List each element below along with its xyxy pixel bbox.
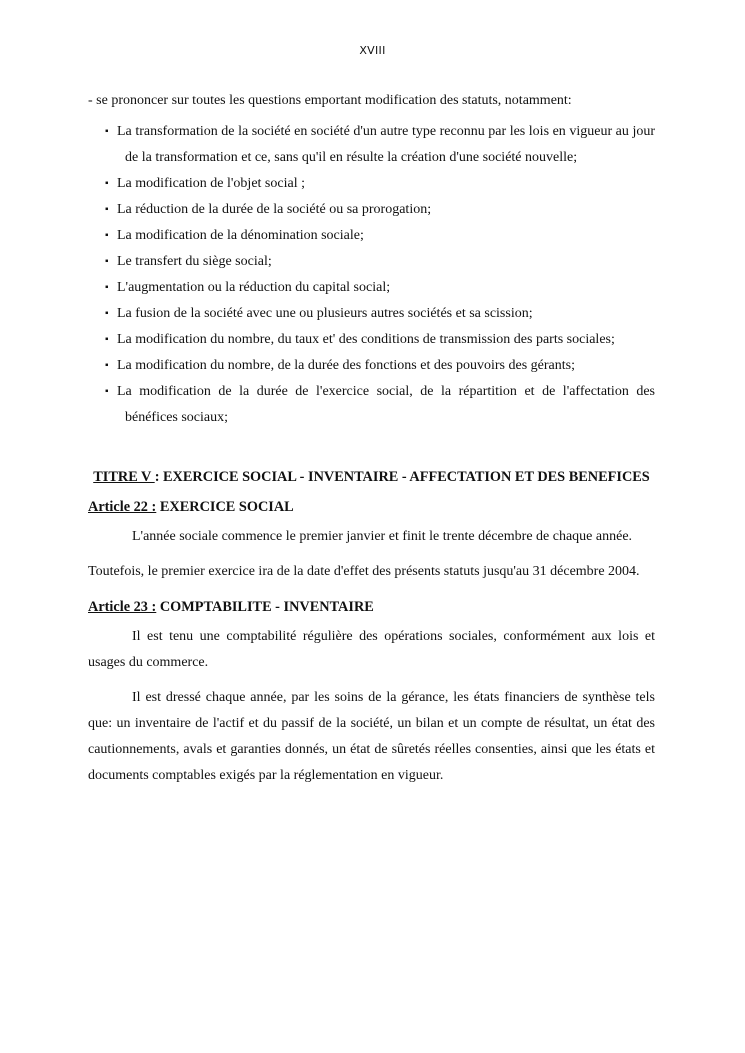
bullet-icon: ▪ [105, 256, 109, 267]
article-22-title: EXERCICE SOCIAL [156, 499, 294, 515]
document-body [88, 88, 655, 789]
bullet-icon: ▪ [105, 360, 109, 371]
article-22-paragraph-2: Toutefois, le premier exercice ira de la date d'effet des présents statuts jusqu'au 31 décembre 2004. [88, 564, 640, 579]
list-item-text: La fusion de la société avec une ou plusieurs autres sociétés et sa scission; [117, 306, 533, 321]
list-item [88, 197, 655, 223]
bullet-icon: ▪ [105, 126, 109, 137]
section-title [88, 467, 655, 487]
list-item-text: La transformation de la société en société d'un autre type reconnu par les lois en vigueur au jour de la transformation et ce, sans qu'il en résulte la création d'une société nouvelle; [117, 124, 655, 165]
article-23-label: Article 23 : [88, 599, 157, 615]
article-22-label: Article 22 : [88, 499, 157, 515]
page-number: XVIII [359, 44, 386, 57]
article-23-paragraph-1: Il est tenu une comptabilité régulière des opérations sociales, conformément aux lois et usages du commerce. [88, 629, 655, 670]
bullet-icon: ▪ [105, 334, 109, 345]
article-23-paragraph-2: Il est dressé chaque année, par les soins de la gérance, les états financiers de synthèse tels que: un inventaire de l'actif et du passif de la société, un bilan et un compte de résultat, un état des cautionnements, avals et garanties donnés, un état de sûretés réelles consenties, ainsi que les états et documents comptables exigés par la réglementation en vigueur. [88, 690, 655, 783]
bullet-icon: ▪ [105, 308, 109, 319]
list-item [88, 275, 655, 301]
bullet-icon: ▪ [105, 230, 109, 241]
list-item [88, 249, 655, 275]
list-item [88, 327, 655, 353]
article-22-heading [88, 494, 655, 520]
article-23-heading [88, 594, 655, 620]
article-22-paragraph-1: L'année sociale commence le premier janvier et finit le trente décembre de chaque année. [132, 529, 633, 544]
modification-list [88, 119, 655, 431]
list-item [88, 379, 655, 431]
list-item [88, 301, 655, 327]
list-item-text: La réduction de la durée de la société ou sa prorogation; [117, 202, 432, 217]
bullet-icon: ▪ [105, 204, 109, 215]
list-item-text: La modification de l'objet social ; [117, 176, 305, 191]
intro-paragraph: - se prononcer sur toutes les questions emportant modification des statuts, notamment: [88, 93, 572, 108]
list-item-text: La modification du nombre, du taux et' des conditions de transmission des parts sociales; [117, 332, 615, 347]
list-item [88, 223, 655, 249]
list-item-text: La modification du nombre, de la durée des fonctions et des pouvoirs des gérants; [117, 358, 575, 373]
section-title-label: TITRE V [93, 469, 155, 485]
list-item-text: La modification de la dénomination sociale; [117, 228, 364, 243]
bullet-icon: ▪ [105, 282, 109, 293]
list-item-text: L'augmentation ou la réduction du capital social; [117, 280, 391, 295]
list-item [88, 353, 655, 379]
list-item-text: La modification de la durée de l'exercice social, de la répartition et de l'affectation des bénéfices sociaux; [117, 384, 655, 425]
bullet-icon: ▪ [105, 386, 109, 397]
list-item [88, 119, 655, 171]
list-item-text: Le transfert du siège social; [117, 254, 272, 269]
bullet-icon: ▪ [105, 178, 109, 189]
article-23-title: COMPTABILITE - INVENTAIRE [156, 599, 374, 615]
section-title-text: : EXERCICE SOCIAL - INVENTAIRE - AFFECTATION ET DES BENEFICES [154, 469, 650, 485]
list-item [88, 171, 655, 197]
